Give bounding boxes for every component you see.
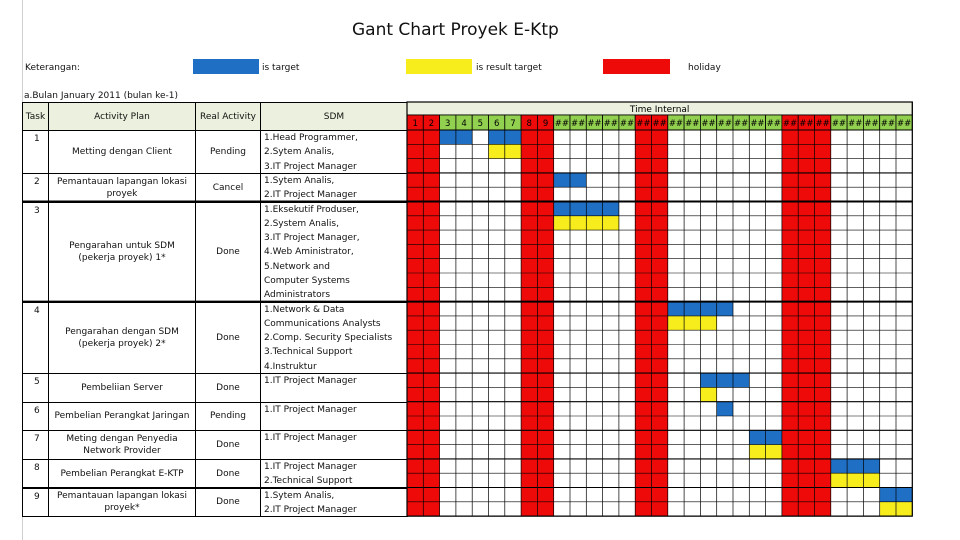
sdm-line: 2.Technical Support [264,476,353,487]
day-label: ## [603,119,618,129]
result-bar [766,445,782,459]
holiday-column [815,130,831,516]
day-label: ## [619,119,635,129]
result-bar [586,216,602,230]
result-bar [505,144,521,158]
day-label: ## [897,119,912,129]
real-activity-status: Pending [195,402,261,432]
target-bar [700,373,716,387]
result-bar [668,316,684,330]
sdm-line: 1.IT Project Manager [264,376,357,387]
sdm-line: Administrators [264,290,331,301]
result-bar [554,216,570,230]
task-number: 1 [22,130,49,174]
target-bar [831,459,847,473]
real-activity-status: Done [195,373,261,403]
target-bar [570,202,586,216]
sdm-line: 4.Web Aministrator, [264,247,354,258]
sdm-line: 1.IT Project Manager [264,461,357,472]
sdm-line: 2.Sytem Analis, [264,147,335,158]
legend-result-text: is result target [476,63,542,73]
day-label: 3 [445,119,451,129]
activity-plan: Metting dengan Client [48,130,196,174]
activity-plan: Pengarahan untuk SDM (pekerja proyek) 1* [48,202,196,303]
sdm-line: 3.IT Project Manager, [264,233,360,244]
target-bar [456,130,472,144]
sdm-line: 1.Head Programmer, [264,133,358,143]
real-activity-status: Pending [195,130,261,174]
day-label: ## [766,119,781,129]
task-number: 2 [22,173,49,203]
header-sdm: SDM [260,102,408,131]
sdm-line: 4.Instruktur [264,361,317,372]
day-label: 4 [461,119,467,129]
task-number: 5 [22,373,49,403]
activity-plan: Pengarahan dengan SDM (pekerja proyek) 2* [48,302,196,375]
target-bar [749,430,765,444]
target-bar [440,130,456,144]
day-label: ## [782,119,798,129]
activity-plan: Pemantauan lapangan lokasi proyek* [48,488,196,518]
sdm-line: 2.IT Project Manager [264,504,357,515]
sdm-line: 2.System Analis, [264,218,339,229]
task-number: 3 [22,202,49,303]
target-bar [603,202,619,216]
sdm-line: 1.Eksekutif Produser, [264,204,359,215]
holiday-column [782,130,798,516]
sdm-line: Computer Systems [264,275,350,286]
sdm-line: 3.Technical Support [264,347,353,358]
sdm-line: 1.Sytem Analis, [264,490,335,501]
result-bar [880,502,896,516]
real-activity-status: Done [195,488,261,518]
task-number: 4 [22,302,49,375]
real-activity-status: Done [195,302,261,375]
target-bar [684,302,700,316]
day-label: 6 [493,119,500,129]
real-activity-status: Done [195,459,261,489]
day-label: ## [880,119,895,129]
sdm-line: 1.IT Project Manager [264,404,357,415]
day-label: 2 [428,119,435,129]
result-bar [700,316,716,330]
target-bar [505,130,521,144]
sdm-line: 1.Network & Data [264,304,345,315]
legend-target-text: is target [262,63,300,73]
activity-plan: Pemantauan lapangan lokasi proyek [48,173,196,203]
result-bar [700,387,716,401]
holiday-column [537,130,553,516]
header-real-activity: Real Activity [195,102,261,131]
result-bar [749,445,765,459]
day-label: ## [554,119,569,129]
holiday-column [407,130,423,516]
day-label: ## [815,119,830,129]
day-label: ## [750,119,765,129]
task-number: 7 [22,430,49,460]
activity-plan: Pembelian Perangkat Jaringan [48,402,196,432]
header-task: Task [22,102,49,131]
day-label: ## [799,119,814,129]
day-label: 8 [526,119,532,129]
target-bar [668,302,684,316]
target-bar [717,402,733,416]
day-label: 9 [542,119,549,129]
day-label: 5 [477,119,484,129]
target-bar [554,202,570,216]
day-label: ## [668,119,684,129]
day-label: ## [717,119,732,129]
day-label: ## [734,119,749,129]
day-label: ## [864,119,879,129]
target-bar [570,173,586,187]
legend-holiday-text: holiday [688,63,721,73]
month-label: a.Bulan January 2011 (bulan ke-1) [24,91,179,101]
day-label: ## [652,119,667,129]
day-label: ## [701,119,716,129]
target-bar [766,430,782,444]
target-bar [586,202,602,216]
activity-plan: Pembelian Perangkat E-KTP [48,459,196,489]
result-bar [570,216,586,230]
real-activity-status: Cancel [195,173,261,203]
target-bar [554,173,570,187]
result-bar [603,216,619,230]
holiday-column [423,130,439,516]
sdm-line: 3.IT Project Manager [264,161,357,172]
page-title: Gant Chart Proyek E-Ktp [352,20,559,40]
legend-label: Keterangan: [25,63,80,73]
result-bar [489,144,505,158]
target-bar [489,130,505,144]
sdm-line: 2.IT Project Manager [264,190,357,201]
task-number: 8 [22,459,49,489]
target-bar [717,373,733,387]
day-label: ## [571,119,586,129]
task-number: 6 [22,402,49,432]
sdm-line: Communications Analysts [264,318,381,329]
day-label: 7 [510,119,516,129]
result-bar [684,316,700,330]
result-bar [863,473,879,487]
result-bar [896,502,912,516]
sdm-line: 5.Network and [264,261,330,272]
day-label: ## [848,119,863,129]
day-label: ## [831,119,847,129]
holiday-column [635,130,651,516]
header-activity: Activity Plan [48,102,196,131]
target-bar [847,459,863,473]
activity-plan: Pembeliian Server [48,373,196,403]
time-internal-label: Time Internal [629,105,690,115]
real-activity-status: Done [195,430,261,460]
day-label: 1 [412,119,418,129]
holiday-column [652,130,668,516]
day-label: ## [685,119,700,129]
task-number: 9 [22,488,49,518]
target-bar [896,488,912,502]
real-activity-status: Done [195,202,261,303]
target-bar [733,373,749,387]
day-label: ## [587,119,602,129]
target-bar [700,302,716,316]
day-label: ## [636,119,651,129]
sdm-line: 1.Sytem Analis, [264,175,335,186]
holiday-column [521,130,537,516]
result-bar [847,473,863,487]
sdm-line: 1.IT Project Manager [264,433,357,444]
holiday-column [798,130,814,516]
target-bar [880,488,896,502]
activity-plan: Meting dengan Penyedia Network Provider [48,430,196,460]
result-bar [831,473,847,487]
target-bar [717,302,733,316]
sdm-line: 2.Comp. Security Specialists [264,333,393,344]
target-bar [863,459,879,473]
